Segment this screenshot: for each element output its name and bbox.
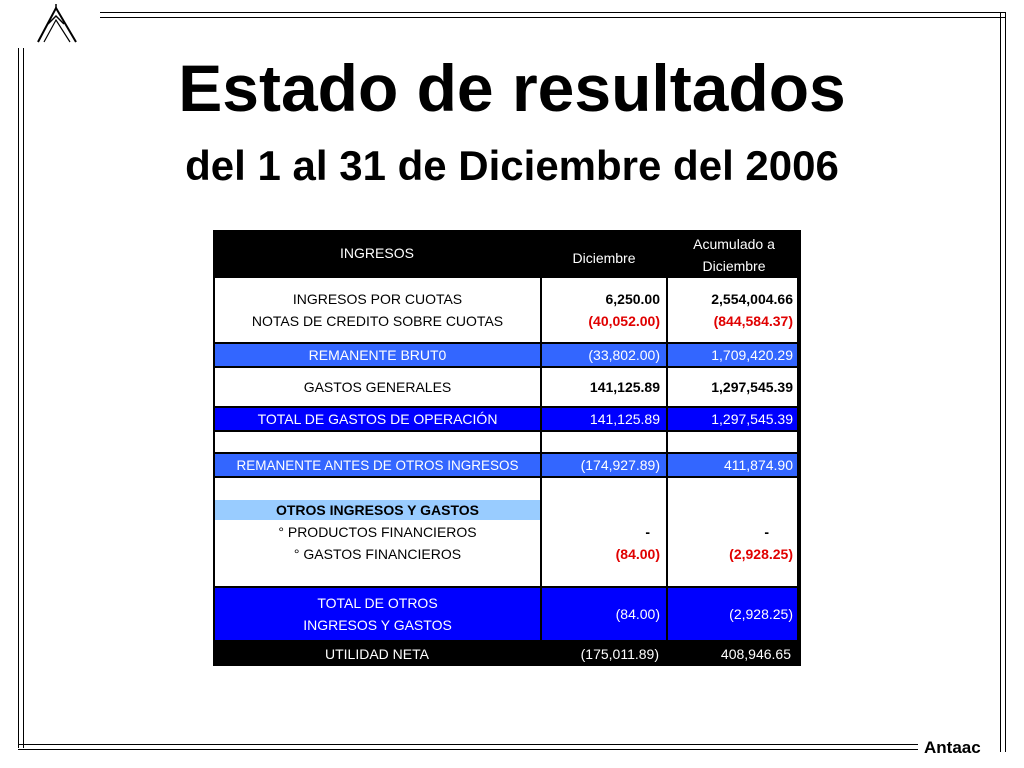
spacer-cell-label <box>215 432 540 452</box>
label-utilidad-neta: UTILIDAD NETA <box>325 646 429 662</box>
value-total-otros-dic: (84.00) <box>542 588 666 640</box>
spacer-cell-dic <box>542 432 666 452</box>
value-notas-credito-acum: (844,584.37) <box>713 313 793 329</box>
otros-dic-cell <box>542 478 666 586</box>
label-remanente-antes: REMANENTE ANTES DE OTROS INGRESOS <box>215 454 540 476</box>
slide-frame-top-line <box>100 12 1006 18</box>
header-acumulado-line1: Acumulado a <box>693 236 775 252</box>
value-utilidad-neta-acum: 408,946.65 <box>720 646 791 662</box>
ingresos-acum-cell <box>668 278 797 342</box>
header-ingresos: INGRESOS <box>340 245 414 261</box>
label-notas-credito: NOTAS DE CREDITO SOBRE CUOTAS <box>251 313 504 329</box>
page-subtitle: del 1 al 31 de Diciembre del 2006 <box>185 142 839 189</box>
label-otros-ingresos-gastos: OTROS INGRESOS Y GASTOS <box>215 500 540 520</box>
label-gastos-financieros: ° GASTOS FINANCIEROS <box>293 546 462 562</box>
label-remanente-bruto: REMANENTE BRUT0 <box>215 344 540 366</box>
value-gastos-financieros-dic: (84.00) <box>615 546 660 562</box>
header-acumulado-line2: Diciembre <box>702 258 766 274</box>
value-gastos-financieros-acum: (2,928.25) <box>729 546 793 562</box>
value-ingresos-cuotas-acum: 2,554,004.66 <box>711 291 793 307</box>
value-gastos-generales-dic: 141,125.89 <box>542 368 666 406</box>
value-remanente-antes-acum: 411,874.90 <box>668 454 797 476</box>
otros-labels-cell <box>215 478 540 586</box>
otros-acum-cell <box>668 478 797 586</box>
value-total-otros-acum: (2,928.25) <box>668 588 797 640</box>
label-gastos-generales: GASTOS GENERALES <box>215 368 540 406</box>
value-productos-financieros-dic: - <box>645 524 650 540</box>
page-title: Estado de resultados <box>178 51 846 125</box>
label-total-otros <box>215 588 540 640</box>
slide-frame-bottom-line <box>18 744 918 750</box>
label-ingresos-cuotas: INGRESOS POR CUOTAS <box>292 291 463 307</box>
spacer-cell-acum <box>668 432 797 452</box>
value-notas-credito-dic: (40,052.00) <box>588 313 660 329</box>
label-total-otros-line1: TOTAL DE OTROS <box>317 595 438 611</box>
value-gastos-generales-acum: 1,297,545.39 <box>668 368 797 406</box>
label-productos-financieros: ° PRODUCTOS FINANCIEROS <box>278 524 477 540</box>
value-remanente-bruto-dic: (33,802.00) <box>542 344 666 366</box>
income-statement-table <box>213 230 801 666</box>
value-productos-financieros-acum: - <box>764 524 769 540</box>
value-remanente-antes-dic: (174,927.89) <box>542 454 666 476</box>
ingresos-labels-cell <box>215 278 540 342</box>
logo-icon <box>34 4 80 44</box>
ingresos-dic-cell <box>542 278 666 342</box>
header-acumulado <box>667 230 801 280</box>
footer-brand: Antaac <box>924 738 981 757</box>
value-total-gastos-operacion-dic: 141,125.89 <box>542 408 666 430</box>
value-utilidad-neta-dic: (175,011.89) <box>580 646 659 662</box>
value-ingresos-cuotas-dic: 6,250.00 <box>605 291 660 307</box>
label-total-otros-line2: INGRESOS Y GASTOS <box>303 617 452 633</box>
label-total-gastos-operacion: TOTAL DE GASTOS DE OPERACIÓN <box>215 408 540 430</box>
value-remanente-bruto-acum: 1,709,420.29 <box>668 344 797 366</box>
value-total-gastos-operacion-acum: 1,297,545.39 <box>668 408 797 430</box>
header-diciembre: Diciembre <box>572 250 636 266</box>
